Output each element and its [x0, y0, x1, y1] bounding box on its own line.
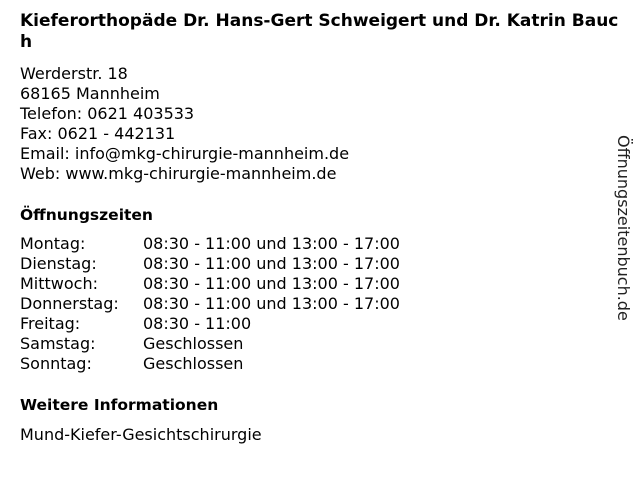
weekday-cell: Freitag: [20, 314, 81, 333]
weekday-cell: Mittwoch: [20, 274, 98, 293]
weekday-cell: Sonntag: [20, 354, 92, 373]
table-row [20, 354, 400, 374]
fax-number: Fax: 0621 - 442131 [20, 124, 176, 143]
hours-cell: 08:30 - 11:00 und 13:00 - 17:00 [143, 254, 400, 273]
weekday-cell: Montag: [20, 234, 86, 253]
weekday-cell: Samstag: [20, 334, 96, 353]
hours-cell: 08:30 - 11:00 und 13:00 - 17:00 [143, 234, 400, 253]
email-address: Email: info@mkg-chirurgie-mannheim.de [20, 144, 350, 163]
hours-cell: 08:30 - 11:00 und 13:00 - 17:00 [143, 274, 400, 293]
city-postcode: 68165 Mannheim [20, 84, 160, 103]
website-address: Web: www.mkg-chirurgie-mannheim.de [20, 164, 337, 183]
contact-block [20, 64, 349, 184]
table-row [20, 294, 400, 314]
hours-cell: 08:30 - 11:00 und 13:00 - 17:00 [143, 294, 400, 313]
weekday-cell: Donnerstag: [20, 294, 119, 313]
hours-cell: Geschlossen [143, 334, 244, 353]
site-watermark: Öffnungszeitenbuch.de [614, 135, 633, 321]
table-row [20, 254, 400, 274]
more-info-text: Mund-Kiefer-Gesichtschirurgie [20, 425, 262, 444]
opening-hours-heading: Öffnungszeiten [20, 206, 153, 224]
business-name: Kieferorthopäde Dr. Hans-Gert Schweigert und Dr. Katrin Bauch [20, 11, 619, 52]
hours-cell: Geschlossen [143, 354, 244, 373]
weekday-cell: Dienstag: [20, 254, 97, 273]
table-row [20, 314, 400, 334]
table-row [20, 234, 400, 254]
opening-hours-table [20, 234, 400, 374]
street-address: Werderstr. 18 [20, 64, 128, 83]
hours-cell: 08:30 - 11:00 [143, 314, 252, 333]
more-info-heading: Weitere Informationen [20, 396, 219, 414]
phone-number: Telefon: 0621 403533 [20, 104, 195, 123]
table-row [20, 334, 400, 354]
table-row [20, 274, 400, 294]
